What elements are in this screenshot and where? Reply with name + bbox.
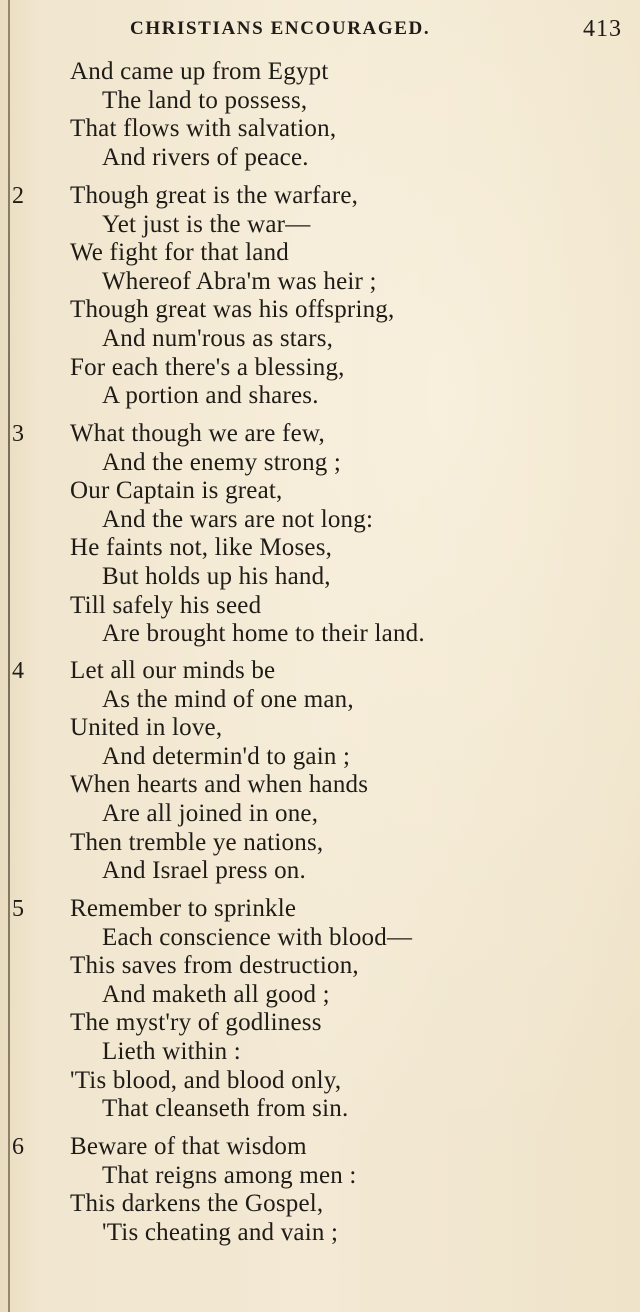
verse-line: United in love,	[70, 714, 223, 742]
verse-number: 2	[12, 183, 24, 209]
verse-line: Though great was his offspring,	[70, 296, 395, 324]
verse-line: We fight for that land	[70, 239, 289, 267]
verse-line: As the mind of one man,	[102, 685, 354, 713]
verse-line: Though great is the warfare,	[70, 182, 359, 209]
verse-number: 6	[12, 1134, 24, 1160]
verse-line: Remember to sprinkle	[70, 895, 297, 922]
verse-line: He faints not, like Moses,	[70, 534, 333, 562]
verse-line: And came up from Egypt	[70, 58, 329, 85]
verse-number: 3	[12, 421, 24, 447]
page-header	[0, 16, 640, 46]
verse-line: And the wars are not long:	[102, 505, 374, 533]
verse-line: Lieth within :	[102, 1038, 241, 1065]
verse-line: Are all joined in one,	[102, 800, 319, 827]
verse-line: Till safely his seed	[70, 591, 262, 619]
verse-line: 'Tis cheating and vain ;	[102, 1218, 339, 1246]
page-number: 413	[583, 16, 622, 42]
verse-line: But holds up his hand,	[102, 563, 331, 590]
verse-line: This saves from destruction,	[70, 952, 359, 980]
verse-line: And Israel press on.	[102, 857, 306, 885]
verse-line: And determin'd to gain ;	[102, 742, 351, 770]
verse-line: That cleanseth from sin.	[102, 1095, 349, 1123]
verse-line: What though we are few,	[70, 420, 325, 447]
verse-line: And rivers of peace.	[102, 143, 309, 171]
verse-line: The myst'ry of godliness	[70, 1009, 322, 1037]
verse-line: That reigns among men :	[102, 1161, 357, 1189]
verse-line: Are brought home to their land.	[102, 620, 425, 648]
verse-line: And num'rous as stars,	[102, 325, 334, 352]
verse-line: Each conscience with blood—	[102, 923, 413, 951]
verse-line: Let all our minds be	[70, 657, 276, 684]
verse-line: 'Tis blood, and blood only,	[70, 1066, 342, 1094]
verse-line: The land to possess,	[102, 86, 308, 114]
verse-line: For each there's a blessing,	[70, 353, 345, 381]
verse-line: Beware of that wisdom	[70, 1133, 307, 1160]
verse-number: 5	[12, 896, 24, 922]
running-title: CHRISTIANS ENCOURAGED.	[130, 18, 431, 39]
verse-line: That flows with salvation,	[70, 115, 337, 143]
binding-edge	[8, 0, 10, 1312]
verse-number: 4	[12, 658, 24, 684]
verse-line: A portion and shares.	[102, 382, 319, 410]
verse-line: Then tremble ye nations,	[70, 828, 324, 856]
verse-line: Whereof Abra'm was heir ;	[102, 267, 377, 295]
verse-line: And maketh all good ;	[102, 980, 330, 1008]
verse-line: Our Captain is great,	[70, 477, 283, 505]
verse-line: And the enemy strong ;	[102, 448, 342, 476]
verse-line: When hearts and when hands	[70, 771, 369, 799]
verse-line: This darkens the Gospel,	[70, 1190, 324, 1218]
verse-line: Yet just is the war—	[102, 210, 311, 238]
